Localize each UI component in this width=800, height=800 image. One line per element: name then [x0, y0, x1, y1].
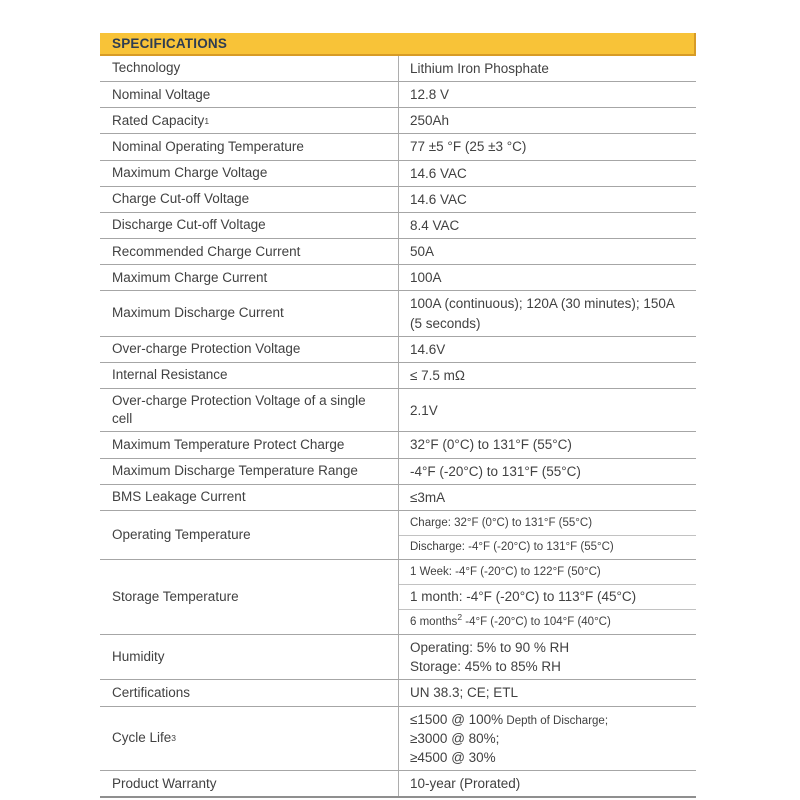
- value-line: [410, 294, 688, 332]
- row-label-text: Over-charge Protection Voltage: [112, 341, 301, 357]
- value-text: ≤ 7.5 mΩ: [410, 367, 466, 383]
- value-footnote: 2: [457, 612, 463, 623]
- value-line: [410, 85, 688, 104]
- row-label: [100, 363, 398, 388]
- specifications-header: [100, 33, 696, 56]
- row-label: [100, 337, 398, 362]
- table-row: [100, 511, 696, 560]
- row-value-subcell: [399, 134, 696, 159]
- row-value-subcell: [399, 511, 696, 535]
- row-label: [100, 459, 398, 484]
- row-value: [398, 108, 696, 133]
- row-label-text: Over-charge Protection Voltage of a single cell: [112, 393, 366, 427]
- row-value-subcell: [399, 337, 696, 362]
- value-text: 100A: [410, 270, 442, 286]
- value-text: ≥4500 @ 30%: [410, 750, 496, 766]
- row-label-text: Maximum Temperature Protect Charge: [112, 436, 345, 452]
- row-label-text: Maximum Charge Current: [112, 269, 268, 285]
- row-label-text: Charge Cut-off Voltage: [112, 191, 250, 207]
- specifications-table: [100, 33, 696, 798]
- row-value: [398, 291, 696, 335]
- row-value-subcell: [399, 485, 696, 510]
- row-label: [100, 134, 398, 159]
- value-line: [410, 366, 688, 385]
- row-label: [100, 560, 398, 634]
- value-text: Discharge: -4°F (-20°C) to 131°F (55°C): [410, 541, 614, 554]
- value-text: 1 Week: -4°F (-20°C) to 122°F (50°C): [410, 565, 601, 578]
- value-line: [410, 268, 688, 287]
- row-label-text: BMS Leakage Current: [112, 489, 246, 505]
- value-line: [410, 242, 688, 261]
- row-label-text: Maximum Discharge Current: [112, 305, 284, 321]
- row-value-subcell: [399, 161, 696, 186]
- value-line: [410, 564, 688, 580]
- value-line: [410, 216, 688, 235]
- table-row: [100, 82, 696, 108]
- row-label: [100, 680, 398, 705]
- value-text: ≥3000 @ 80%;: [410, 730, 500, 746]
- row-value: [398, 459, 696, 484]
- table-row: [100, 187, 696, 213]
- row-label-text: Maximum Charge Voltage: [112, 165, 268, 181]
- value-text: Depth of Discharge;: [503, 714, 609, 727]
- value-text: 8.4 VAC: [410, 217, 460, 233]
- row-value-subcell: [399, 291, 696, 335]
- table-row: [100, 560, 696, 635]
- row-label: [100, 56, 398, 81]
- value-text: 2.1V: [410, 402, 438, 418]
- value-text: 50A: [410, 244, 435, 260]
- value-line: [410, 435, 688, 454]
- row-value-subcell: [399, 459, 696, 484]
- value-line: [410, 614, 688, 630]
- row-value-subcell: [399, 680, 696, 705]
- table-row: [100, 56, 696, 82]
- table-row: [100, 239, 696, 265]
- row-value: [398, 432, 696, 457]
- table-row: [100, 337, 696, 363]
- row-value: [398, 161, 696, 186]
- row-label-text: Nominal Voltage: [112, 86, 211, 102]
- row-value: [398, 771, 696, 796]
- table-row: [100, 265, 696, 291]
- value-text: Charge: 32°F (0°C) to 131°F (55°C): [410, 516, 593, 529]
- row-label-text: Internal Resistance: [112, 367, 228, 383]
- value-text: 77 ±5 °F (25 ±3 °C): [410, 139, 527, 155]
- row-value-subcell: [399, 584, 696, 609]
- value-text: UN 38.3; CE; ETL: [410, 685, 519, 701]
- table-row: [100, 291, 696, 336]
- row-value: [398, 389, 696, 431]
- row-value-subcell: [399, 239, 696, 264]
- row-label: [100, 389, 398, 431]
- row-label: [100, 291, 398, 335]
- value-line: [410, 462, 688, 481]
- row-label-text: Storage Temperature: [112, 588, 239, 604]
- row-value-subcell: [399, 560, 696, 584]
- value-line: [410, 190, 688, 209]
- row-label-text: Certifications: [112, 684, 191, 700]
- value-line: [410, 710, 688, 729]
- row-label: [100, 161, 398, 186]
- value-line: [410, 683, 688, 702]
- table-row: [100, 432, 696, 458]
- row-value: [398, 56, 696, 81]
- row-value: [398, 635, 696, 679]
- row-value: [398, 239, 696, 264]
- row-value-subcell: [399, 389, 696, 431]
- row-value-subcell: [399, 635, 696, 679]
- row-value-subcell: [399, 265, 696, 290]
- table-row: [100, 213, 696, 239]
- row-value: [398, 485, 696, 510]
- row-value-subcell: [399, 432, 696, 457]
- value-line: [410, 638, 688, 657]
- row-label-text: Recommended Charge Current: [112, 243, 301, 259]
- value-text: 10-year (Prorated): [410, 776, 521, 792]
- value-text: 12.8 V: [410, 87, 450, 103]
- table-row: [100, 680, 696, 706]
- row-value-subcell: [399, 609, 696, 634]
- table-row: [100, 389, 696, 432]
- row-label: Cycle Life 3: [100, 707, 398, 771]
- value-line: [410, 137, 688, 156]
- row-label: [100, 265, 398, 290]
- row-value: [398, 337, 696, 362]
- table-row: [100, 635, 696, 680]
- row-value-subcell: [399, 213, 696, 238]
- value-line: [410, 729, 688, 748]
- row-value: [398, 187, 696, 212]
- value-line: [410, 539, 688, 555]
- row-value: [398, 82, 696, 107]
- row-value-subcell: [399, 707, 696, 771]
- value-line: [410, 587, 688, 606]
- table-row: [100, 459, 696, 485]
- row-value: [398, 680, 696, 705]
- value-line: [410, 111, 688, 130]
- row-value-subcell: [399, 535, 696, 559]
- value-line: [410, 657, 688, 676]
- row-value-subcell: [399, 82, 696, 107]
- row-value-subcell: [399, 187, 696, 212]
- row-value-subcell: [399, 771, 696, 796]
- row-value: [398, 511, 696, 559]
- value-text: 250Ah: [410, 113, 450, 129]
- row-label-text: Nominal Operating Temperature: [112, 138, 304, 154]
- value-text: 32°F (0°C) to 131°F (55°C): [410, 437, 572, 453]
- row-label: [100, 771, 398, 796]
- row-value: [398, 363, 696, 388]
- row-label-text: Rated Capacity: [112, 112, 205, 128]
- row-value: [398, 213, 696, 238]
- row-label: [100, 239, 398, 264]
- value-text: 14.6 VAC: [410, 165, 467, 181]
- value-line: [410, 340, 688, 359]
- value-text: Storage: 45% to 85% RH: [410, 659, 561, 675]
- spec-rows: [100, 56, 696, 798]
- row-value: [398, 707, 696, 771]
- row-label: [100, 485, 398, 510]
- row-label-text: Discharge Cut-off Voltage: [112, 217, 266, 233]
- row-label: [100, 82, 398, 107]
- table-row: [100, 134, 696, 160]
- row-value: [398, 265, 696, 290]
- row-value-subcell: [399, 363, 696, 388]
- table-row: [100, 108, 696, 134]
- row-value-subcell: [399, 56, 696, 81]
- table-row: [100, 161, 696, 187]
- table-row: [100, 363, 696, 389]
- value-line: [410, 748, 688, 767]
- row-label-text: Technology: [112, 60, 181, 76]
- value-text: -4°F (-20°C) to 131°F (55°C): [410, 463, 581, 479]
- row-value-subcell: [399, 108, 696, 133]
- table-row: [100, 707, 696, 772]
- value-text: ≤1500 @ 100%: [410, 711, 504, 727]
- value-line: [410, 515, 688, 531]
- row-label-text: Humidity: [112, 649, 165, 665]
- value-line: [410, 59, 688, 78]
- row-label-text: Operating Temperature: [112, 526, 251, 542]
- row-label: [100, 432, 398, 457]
- value-text: 14.6 VAC: [410, 191, 467, 207]
- value-text: 1 month: -4°F (-20°C) to 113°F (45°C): [410, 589, 637, 605]
- table-row: [100, 485, 696, 511]
- row-value: [398, 560, 696, 634]
- row-label: [100, 635, 398, 679]
- value-text: 100A (continuous); 120A (30 minutes); 150A (5 seconds): [410, 296, 675, 331]
- specifications-title: SPECIFICATIONS: [112, 36, 228, 51]
- row-label-text: Cycle Life: [112, 730, 172, 746]
- value-text: ≤3mA: [410, 489, 446, 505]
- table-row: [100, 771, 696, 798]
- row-label-text: Maximum Discharge Temperature Range: [112, 463, 358, 479]
- value-text: Operating: 5% to 90 % RH: [410, 640, 570, 656]
- value-text: 6 months: [410, 615, 458, 628]
- row-label: Rated Capacity 1: [100, 108, 398, 133]
- row-label: [100, 187, 398, 212]
- value-text: Lithium Iron Phosphate: [410, 61, 549, 76]
- row-label-text: Product Warranty: [112, 775, 217, 791]
- row-label: [100, 511, 398, 559]
- value-line: [410, 488, 688, 507]
- value-text: -4°F (-20°C) to 104°F (40°C): [462, 615, 611, 628]
- value-text: 14.6V: [410, 341, 446, 357]
- row-value: [398, 134, 696, 159]
- value-line: [410, 164, 688, 183]
- row-label: [100, 213, 398, 238]
- value-line: [410, 401, 688, 420]
- value-line: [410, 774, 688, 793]
